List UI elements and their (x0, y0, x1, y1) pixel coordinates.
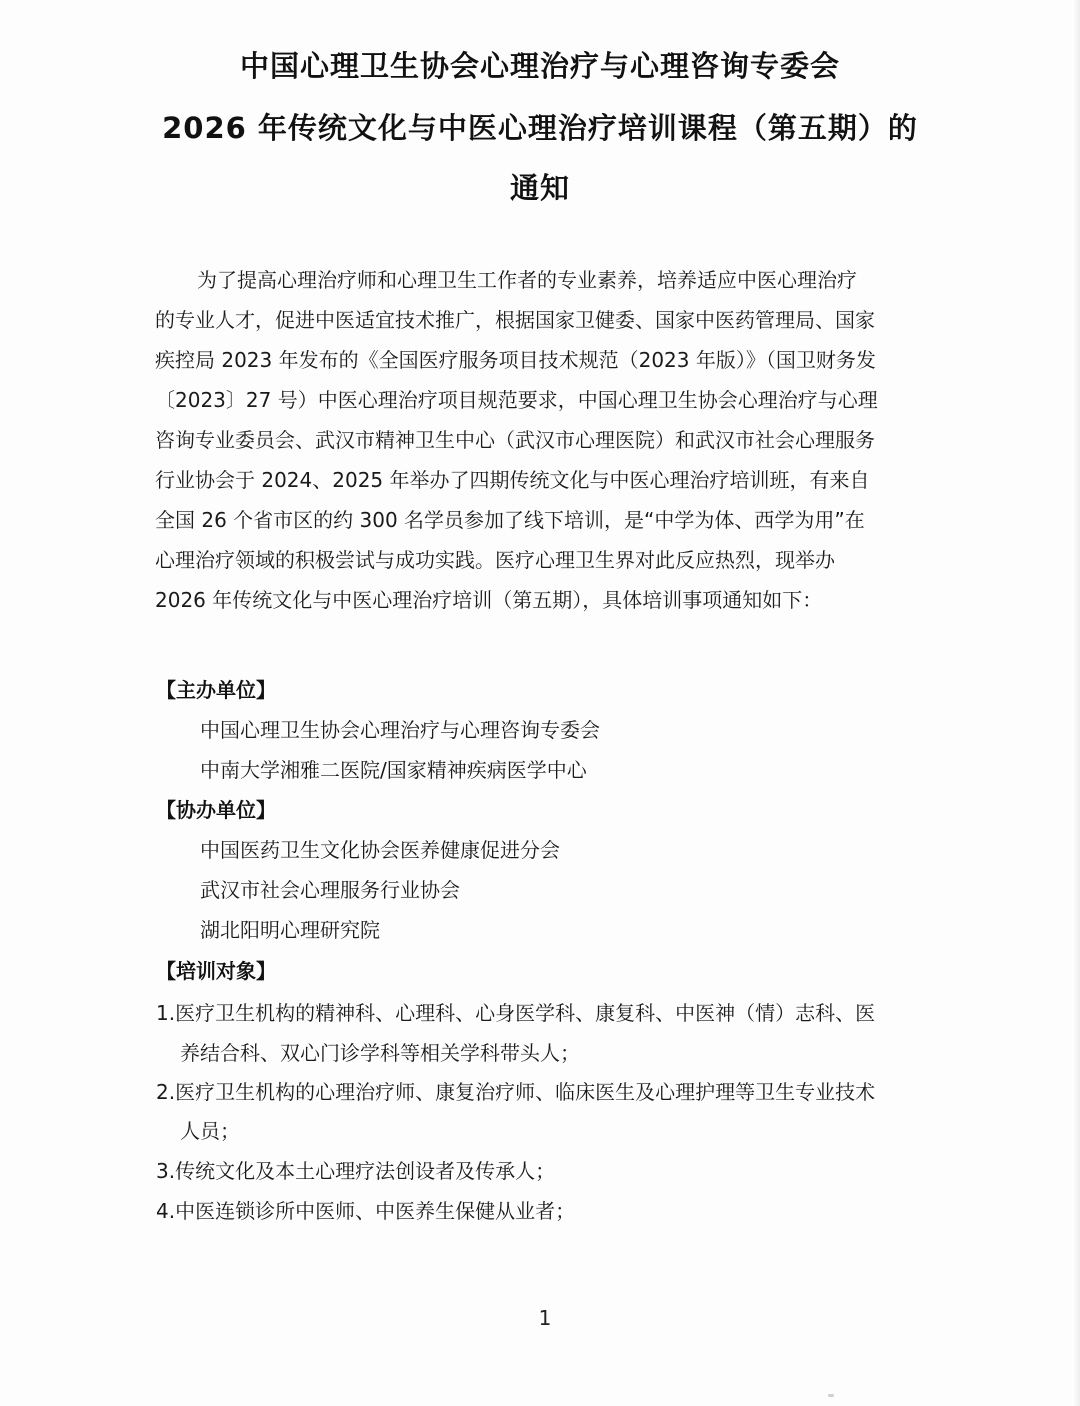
audience-item: 3.传统文化及本土心理疗法创设者及传承人； (156, 1159, 556, 1183)
co-organizer-item: 中国医药卫生文化协会医养健康促进分会 (200, 838, 560, 862)
audience-item: 4.中医连锁诊所中医师、中医养生保健从业者； (156, 1199, 576, 1223)
co-organizer-item: 武汉市社会心理服务行业协会 (200, 878, 460, 902)
page-edge-shadow (1072, 0, 1080, 1406)
organizer-item: 中南大学湘雅二医院/国家精神疾病医学中心 (200, 758, 587, 782)
intro-line: 疾控局 2023 年发布的《全国医疗服务项目技术规范（2023 年版）》（国卫财务发 (155, 348, 876, 372)
intro-line: 心理治疗领域的积极尝试与成功实践。医疗心理卫生界对此反应热烈，现举办 (155, 548, 835, 572)
intro-line: 咨询专业委员会、武汉市精神卫生中心（武汉市心理医院）和武汉市社会心理服务 (155, 428, 875, 452)
audience-item: 1.医疗卫生机构的精神科、心理科、心身医学科、康复科、中医神（情）志科、医 (156, 1001, 876, 1025)
co-organizer-item: 湖北阳明心理研究院 (200, 918, 380, 942)
organizers-heading: 【主办单位】 (156, 678, 276, 702)
intro-line: 行业协会于 2024、2025 年举办了四期传统文化与中医心理治疗培训班，有来自 (155, 468, 870, 492)
audience-item-continuation: 养结合科、双心门诊学科等相关学科带头人； (180, 1041, 580, 1065)
scan-smudge (828, 1394, 834, 1397)
title-line-2: 2026 年传统文化与中医心理治疗培训课程（第五期）的 (162, 111, 918, 145)
intro-line: 〔2023〕27 号）中医心理治疗项目规范要求，中国心理卫生协会心理治疗与心理 (155, 388, 878, 412)
intro-line: 为了提高心理治疗师和心理卫生工作者的专业素养，培养适应中医心理治疗 (197, 268, 857, 292)
audience-heading: 【培训对象】 (156, 959, 276, 983)
title-line-3: 通知 (509, 171, 570, 205)
co-organizers-heading: 【协办单位】 (156, 798, 276, 822)
organizer-item: 中国心理卫生协会心理治疗与心理咨询专委会 (200, 718, 600, 742)
intro-line: 2026 年传统文化与中医心理治疗培训（第五期），具体培训事项通知如下： (155, 588, 823, 612)
intro-line: 的专业人才，促进中医适宜技术推广，根据国家卫健委、国家中医药管理局、国家 (155, 308, 875, 332)
title-line-1: 中国心理卫生协会心理治疗与心理咨询专委会 (239, 49, 840, 83)
audience-item: 2.医疗卫生机构的心理治疗师、康复治疗师、临床医生及心理护理等卫生专业技术 (156, 1080, 876, 1104)
page-number: 1 (538, 1306, 552, 1330)
intro-line: 全国 26 个省市区的约 300 名学员参加了线下培训，是“中学为体、西学为用”在 (155, 508, 865, 532)
intro-paragraph (155, 260, 945, 620)
audience-item-continuation: 人员； (180, 1119, 240, 1143)
